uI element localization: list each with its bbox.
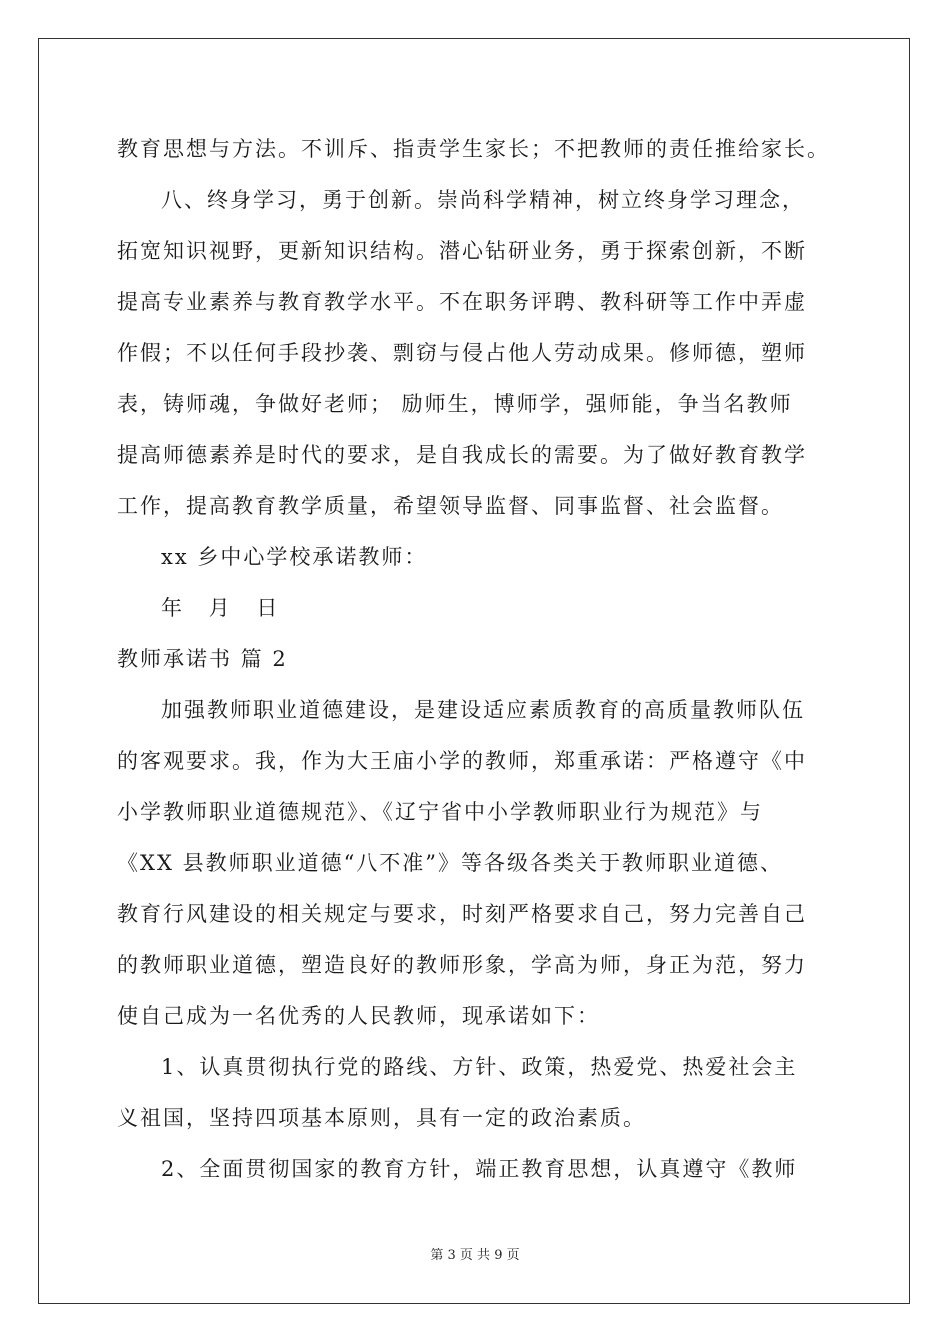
signature-line: xx 乡中心学校承诺教师： — [161, 545, 428, 569]
text-line: 工作，提高教育教学质量，希望领导监督、同事监督、社会监督。 — [117, 494, 784, 518]
text-line: 教育思想与方法。不训斥、指责学生家长；不把教师的责任推给家长。 — [117, 137, 830, 161]
text-line: 1、认真贯彻执行党的路线、方针、政策，热爱党、热爱社会主 — [161, 1055, 798, 1079]
section-heading: 教师承诺书 篇 2 — [117, 647, 288, 671]
text-line: 八、终身学习，勇于创新。崇尚科学精神，树立终身学习理念， — [161, 188, 805, 212]
text-line: 小学教师职业道德规范》、《辽宁省中小学教师职业行为规范》与 — [117, 800, 763, 824]
page-number-footer: 第 3 页 共 9 页 — [430, 1248, 520, 1263]
text-line: 拓宽知识视野，更新知识结构。潜心钻研业务，勇于探索创新，不断 — [117, 239, 807, 263]
text-line: 教育行风建设的相关规定与要求，时刻严格要求自己，努力完善自己 — [117, 902, 807, 926]
text-line: 使自己成为一名优秀的人民教师，现承诺如下： — [117, 1004, 600, 1028]
document-body — [117, 124, 847, 1195]
text-line: 表，铸师魂，争做好老师； 励师生，博师学，强师能，争当名教师 — [117, 392, 793, 416]
text-line: 《XX 县教师职业道德“八不准”》等各级各类关于教师职业道德、 — [117, 851, 784, 875]
text-line: 的客观要求。我，作为大王庙小学的教师，郑重承诺：严格遵守《中 — [117, 749, 807, 773]
text-line: 的教师职业道德，塑造良好的教师形象，学高为师，身正为范，努力 — [117, 953, 807, 977]
text-line: 加强教师职业道德建设，是建设适应素质教育的高质量教师队伍 — [161, 698, 805, 722]
date-line: 年 月 日 — [161, 596, 288, 620]
text-line: 义祖国，坚持四项基本原则，具有一定的政治素质。 — [117, 1106, 646, 1130]
text-line: 提高专业素养与教育教学水平。不在职务评聘、教科研等工作中弄虚 — [117, 290, 807, 314]
text-line: 作假；不以任何手段抄袭、剽窃与侵占他人劳动成果。修师德，塑师 — [117, 341, 807, 365]
text-line: 2、全面贯彻国家的教育方针，端正教育思想，认真遵守《教师 — [161, 1157, 798, 1181]
text-line: 提高师德素养是时代的要求，是自我成长的需要。为了做好教育教学 — [117, 443, 807, 467]
